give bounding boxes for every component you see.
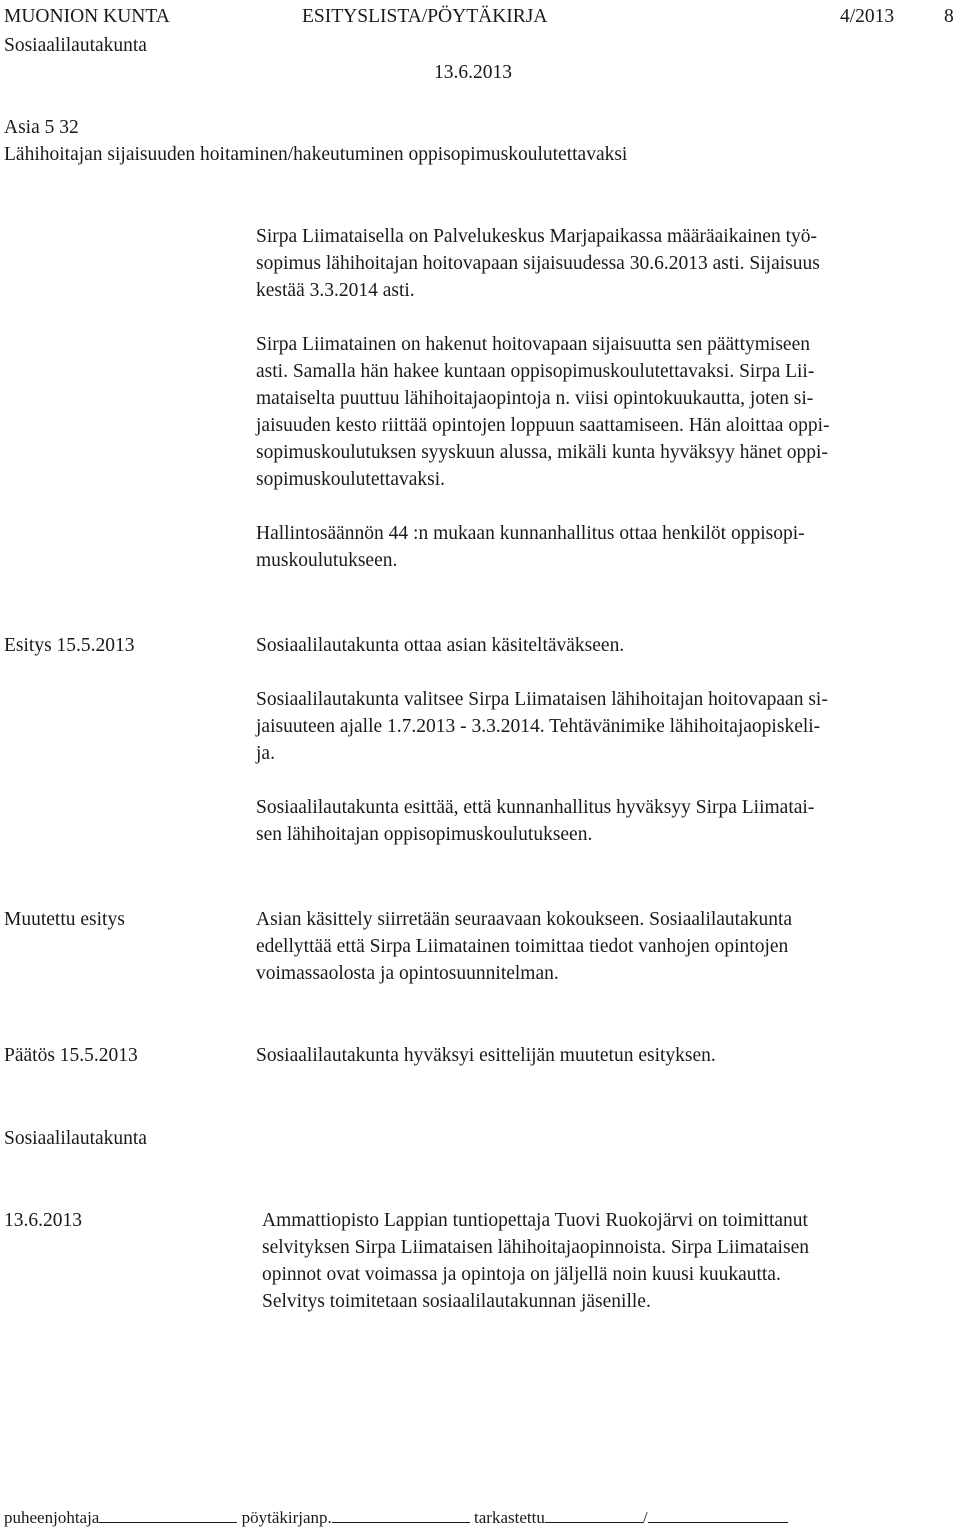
proposal-label: Esitys 15.5.2013: [4, 635, 135, 656]
amended-proposal-label: Muutettu esitys: [4, 909, 125, 930]
text-line: edellyttää että Sirpa Liimatainen toimittaa tiedot vanhojen opintojen: [256, 936, 789, 957]
meeting2-text: [262, 1207, 942, 1315]
text-line: ja.: [256, 743, 275, 764]
recorder-label: pöytäkirjanp.: [241, 1508, 332, 1527]
text-line: jaisuuden kesto riittää opintojen loppuun saattamiseen. Hän aloittaa oppi-: [256, 415, 830, 436]
text-line: sopimuskoulutettavaksi.: [256, 469, 446, 490]
text-line: asti. Samalla hän hakee kuntaan oppisopimuskoulutettavaksi. Sirpa Lii-: [256, 361, 815, 382]
checker-signature-line-2: [648, 1505, 788, 1523]
decision-label: Päätös 15.5.2013: [4, 1045, 138, 1066]
document-type: ESITYSLISTA/PÖYTÄKIRJA: [302, 6, 548, 27]
checked-label: tarkastettu: [474, 1508, 545, 1527]
text-line: muskoulutukseen.: [256, 550, 398, 571]
text-line: sopimuskoulutuksen syyskuun alussa, mikäli kunta hyväksyy hänet oppi-: [256, 442, 828, 463]
intro-section: [256, 223, 936, 574]
text-line: kestää 3.3.2014 asti.: [256, 280, 415, 301]
text-line: opinnot ovat voimassa ja opintoja on jäljellä noin kuusi kuukautta.: [262, 1264, 781, 1285]
text-line: Sosiaalilautakunta valitsee Sirpa Liimataisen lähihoitajan hoitovapaan si-: [256, 689, 828, 710]
proposal-text: [256, 632, 936, 848]
text-line: Sosiaalilautakunta ottaa asian käsiteltäväkseen.: [256, 635, 625, 656]
text-line: sopimus lähihoitajan hoitovapaan sijaisuudessa 30.6.2013 asti. Sijaisuus: [256, 253, 820, 274]
text-line: Sosiaalilautakunta esittää, että kunnanhallitus hyväksyy Sirpa Liimatai-: [256, 797, 815, 818]
text-line: Asian käsittely siirretään seuraavaan kokoukseen. Sosiaalilautakunta: [256, 909, 793, 930]
amended-proposal-text: [256, 906, 936, 987]
text-line: Selvitys toimitetaan sosiaalilautakunnan jäsenille.: [262, 1291, 651, 1312]
municipality-name: MUONION KUNTA: [4, 6, 170, 27]
text-line: Sirpa Liimatainen on hakenut hoitovapaan sijaisuutta sen päättymiseen: [256, 334, 810, 355]
page-number: 8: [944, 6, 954, 27]
item-title: Lähihoitajan sijaisuuden hoitaminen/hakeutuminen oppisopimuskoulutettavaksi: [4, 144, 628, 165]
text-line: selvityksen Sirpa Liimataisen lähihoitajaopinnoista. Sirpa Liimataisen: [262, 1237, 809, 1258]
text-line: voimassaolosta ja opintosuunnitelman.: [256, 963, 559, 984]
text-line: Hallintosäännön 44 :n mukaan kunnanhallitus ottaa henkilöt oppisopi-: [256, 523, 805, 544]
text-line: Ammattiopisto Lappian tuntiopettaja Tuovi Ruokojärvi on toimittanut: [262, 1210, 808, 1231]
text-line: sen lähihoitajan oppisopimuskoulutukseen.: [256, 824, 593, 845]
text-line: jaisuuteen ajalle 1.7.2013 - 3.3.2014. Tehtävänimike lähihoitajaopiskeli-: [256, 716, 821, 737]
item-number: Asia 5 32: [4, 117, 79, 138]
committee-name: Sosiaalilautakunta: [4, 35, 147, 56]
chair-signature-line: [99, 1505, 237, 1523]
signature-footer: [4, 1505, 788, 1529]
meeting-date: 13.6.2013: [434, 62, 512, 83]
chair-label: puheenjohtaja: [4, 1508, 100, 1527]
document-number: 4/2013: [840, 6, 895, 27]
slash-separator: /: [642, 1508, 648, 1527]
meeting2-date-label: 13.6.2013: [4, 1210, 82, 1231]
text-line: Sirpa Liimataisella on Palvelukeskus Marjapaikassa määräaikainen työ-: [256, 226, 817, 247]
text-line: mataiselta puuttuu lähihoitajaopintoja n. viisi opintokuukautta, joten si-: [256, 388, 814, 409]
committee-heading: Sosiaalilautakunta: [4, 1128, 147, 1149]
decision-text: Sosiaalilautakunta hyväksyi esittelijän muutetun esityksen.: [256, 1045, 716, 1066]
checker-signature-line-1: [545, 1505, 643, 1523]
recorder-signature-line: [332, 1505, 470, 1523]
